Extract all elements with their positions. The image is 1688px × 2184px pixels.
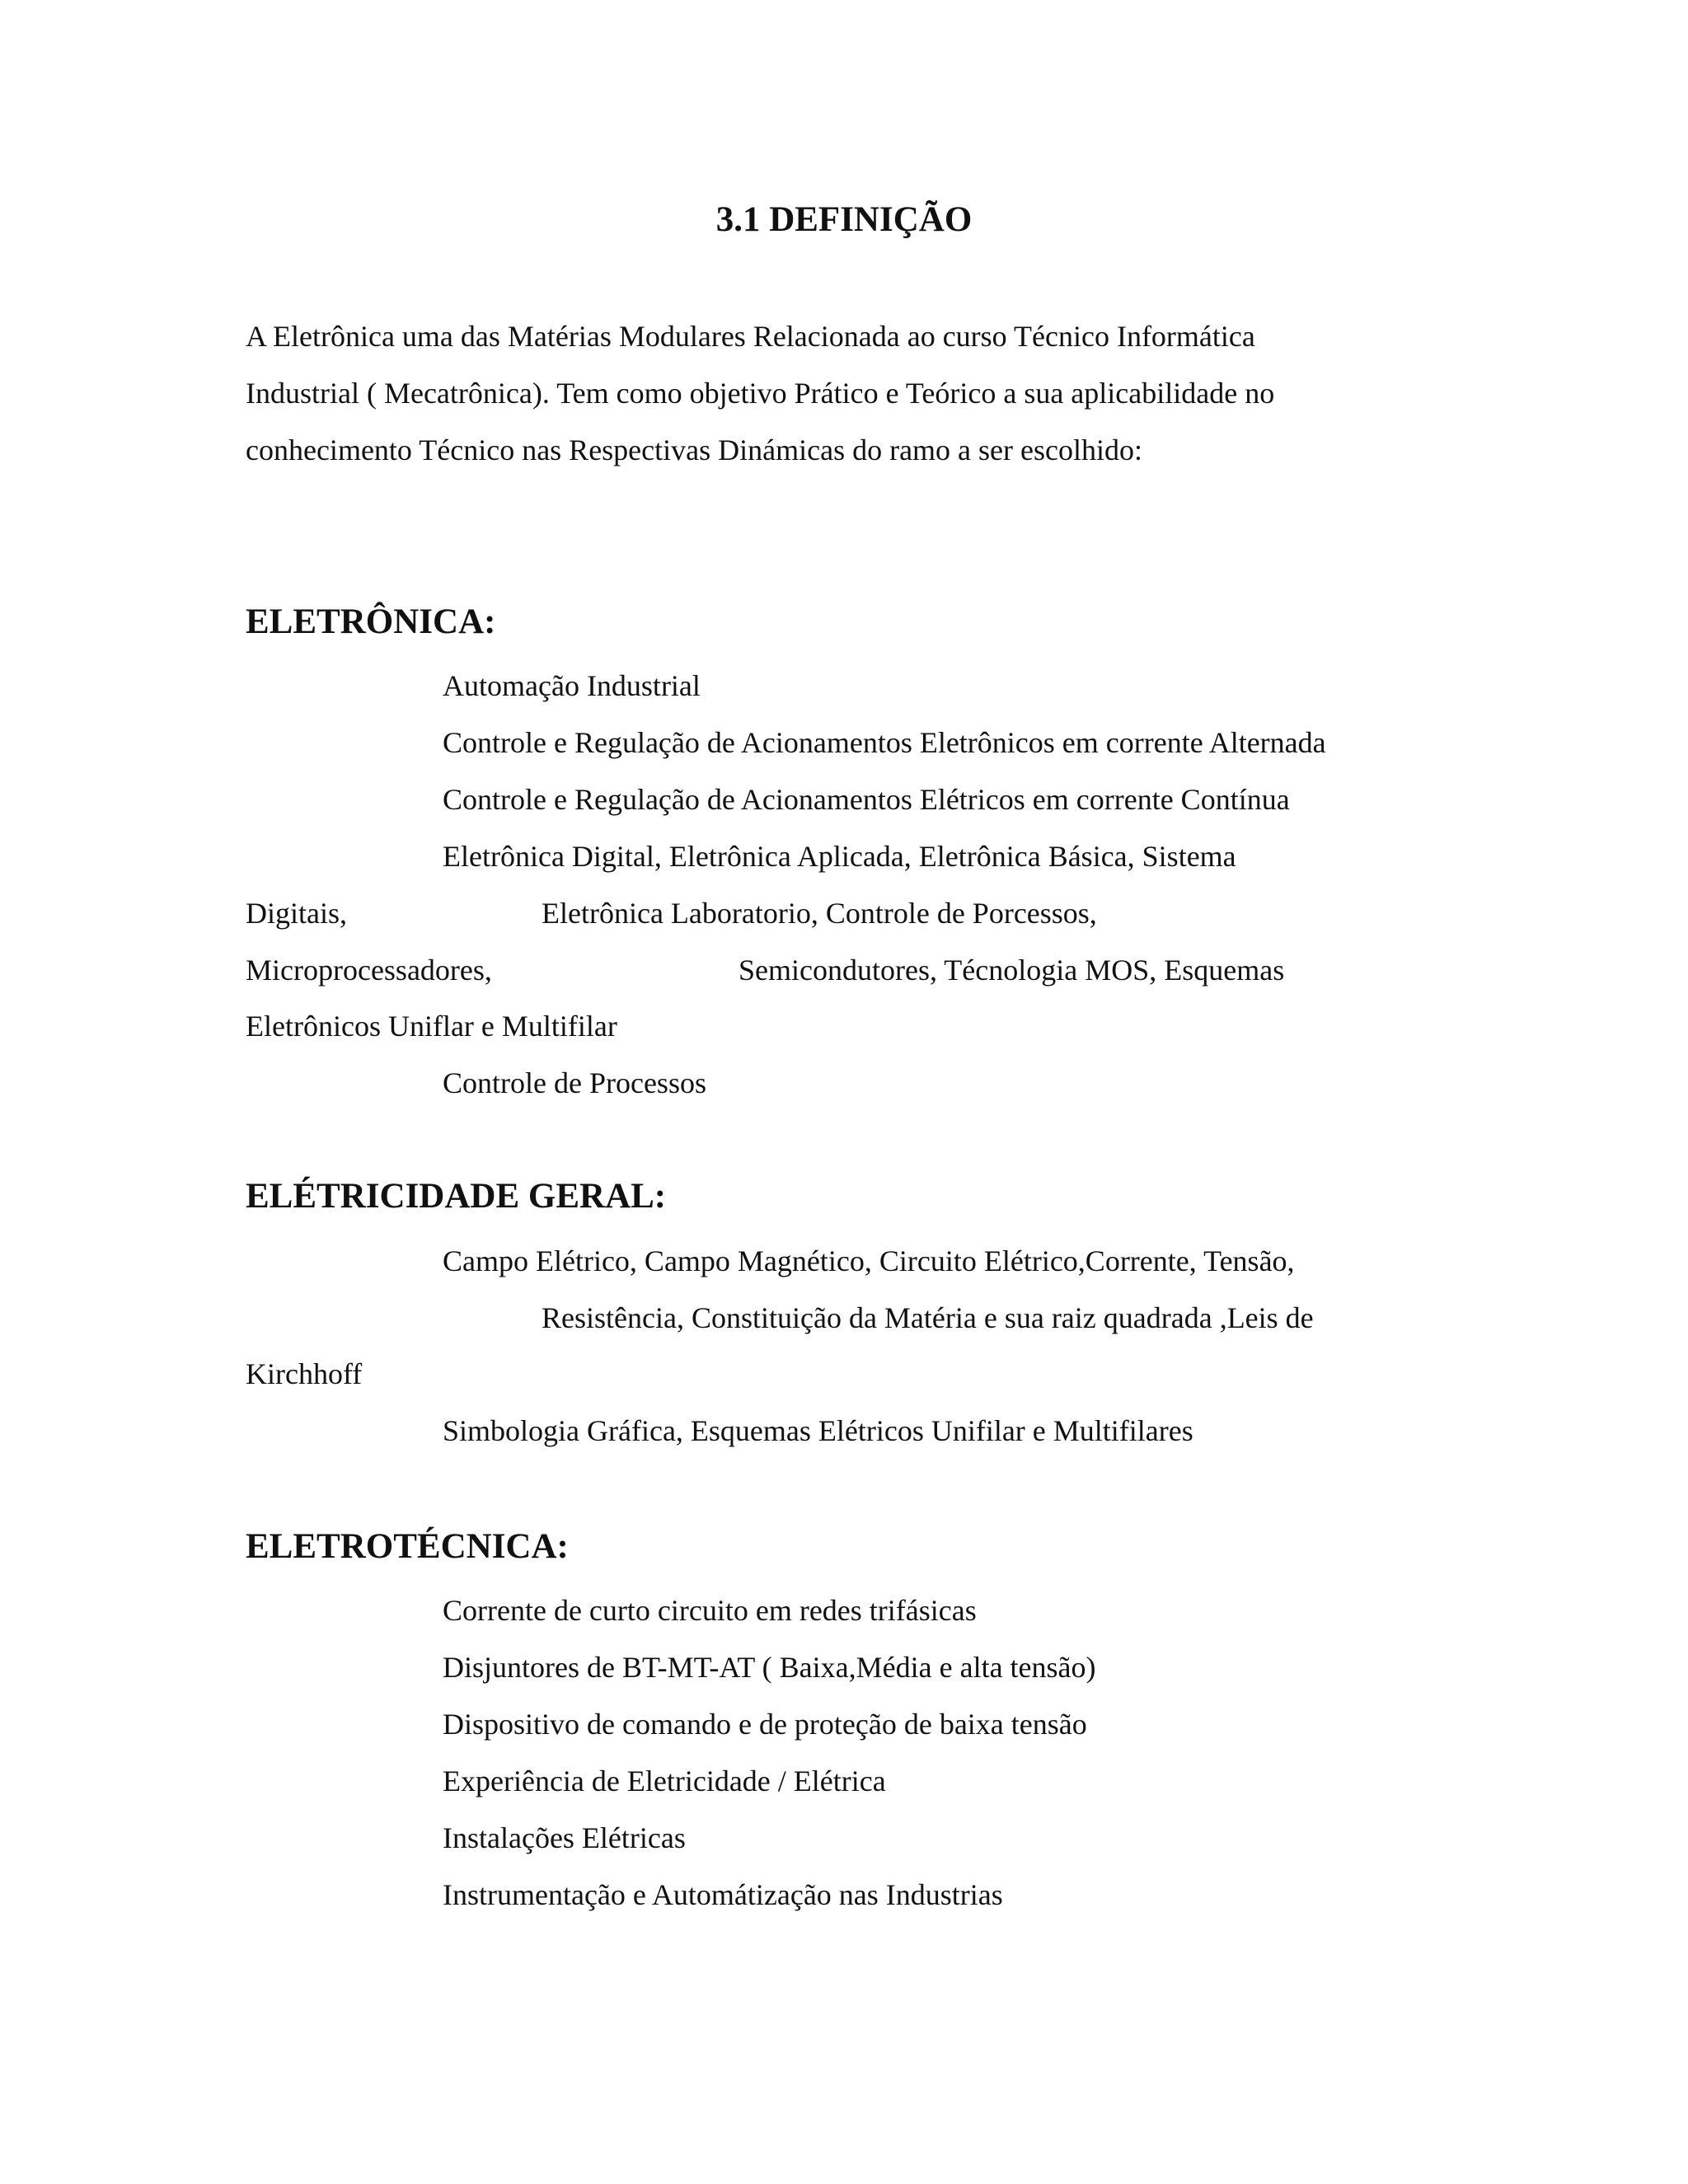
eletronica-line-8: Controle de Processos [443, 1066, 706, 1099]
section-heading-eletronica: ELETRÔNICA: [246, 602, 496, 641]
section-heading-eletrotecnica: ELETROTÉCNICA: [246, 1527, 569, 1566]
eletricidade-line-2: Resistência, Constituição da Matéria e sua raiz quadrada ,Leis de [542, 1301, 1314, 1334]
eletrotecnica-line-3: Dispositivo de comando e de proteção de baixa tensão [443, 1708, 1087, 1741]
eletronica-line-2: Controle e Regulação de Acionamentos Eletrônicos em corrente Alternada [443, 726, 1326, 759]
eletrotecnica-line-2: Disjuntores de BT-MT-AT ( Baixa,Média e alta tensão) [443, 1651, 1096, 1684]
eletronica-line-3: Controle e Regulação de Acionamentos Elétricos em corrente Contínua [443, 783, 1290, 816]
eletrotecnica-line-4: Experiência de Eletricidade / Elétrica [443, 1765, 886, 1797]
intro-line-2: Industrial ( Mecatrônica). Tem como objetivo Prático e Teórico a sua aplicabilidade no [246, 377, 1275, 410]
page-title: 3.1 DEFINIÇÃO [715, 200, 973, 239]
eletronica-line-5a: Digitais, [246, 897, 347, 930]
eletrotecnica-line-1: Corrente de curto circuito em redes trifásicas [443, 1594, 977, 1627]
eletronica-line-6a: Microprocessadores, [246, 954, 492, 987]
eletronica-line-6b: Semicondutores, Técnologia MOS, Esquemas [738, 954, 1285, 987]
eletrotecnica-line-5: Instalações Elétricas [443, 1821, 686, 1854]
eletricidade-line-1: Campo Elétrico, Campo Magnético, Circuito Elétrico,Corrente, Tensão, [443, 1244, 1295, 1277]
eletricidade-line-4: Simbologia Gráfica, Esquemas Elétricos Unifilar e Multifilares [443, 1414, 1193, 1447]
eletronica-line-7: Eletrônicos Uniflar e Multifilar [246, 1010, 617, 1043]
eletronica-line-1: Automação Industrial [443, 669, 701, 702]
eletricidade-line-3: Kirchhoff [246, 1357, 363, 1390]
eletrotecnica-line-6: Instrumentação e Automátização nas Industrias [443, 1878, 1003, 1911]
eletronica-line-5b: Eletrônica Laboratorio, Controle de Porcessos, [542, 897, 1097, 930]
eletronica-line-4: Eletrônica Digital, Eletrônica Aplicada, Eletrônica Básica, Sistema [443, 840, 1236, 873]
intro-line-1: A Eletrônica uma das Matérias Modulares Relacionada ao curso Técnico Informática [246, 320, 1255, 353]
section-heading-eletricidade-geral: ELÉTRICIDADE GERAL: [246, 1177, 667, 1216]
intro-line-3: conhecimento Técnico nas Respectivas Dinámicas do ramo a ser escolhido: [246, 434, 1142, 466]
